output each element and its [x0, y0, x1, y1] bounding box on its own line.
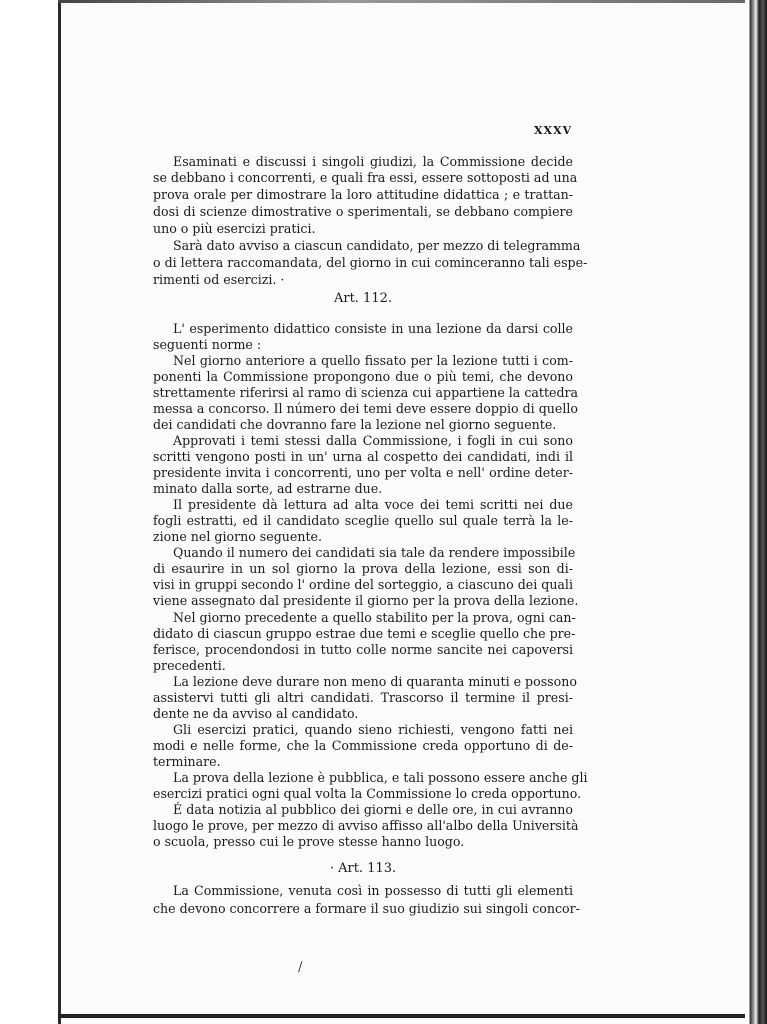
text-line: dente ne da avviso al candidato.	[153, 705, 359, 721]
text-line: o di lettera raccomandata, del giorno in cui cominceranno tali espe-	[153, 254, 588, 270]
text-line: Sarà dato avviso a ciascun candidato, per mezzo di telegramma	[173, 238, 581, 254]
text-line: zione nel giorno seguente.	[153, 529, 322, 545]
text-line: Il presidente dà lettura ad alta voce dei temi scritti nei due	[173, 497, 573, 513]
article-heading: Art. 112.	[333, 291, 393, 306]
text-line: di esaurire in un sol giorno la prova della lezione, essi son di-	[153, 561, 573, 577]
text-line: prova orale per dimostrare la loro attitudine didattica ; e trattan-	[153, 187, 573, 203]
text-line: La Commissione, venuta così in possesso di tutti gli elementi	[173, 883, 573, 898]
page-edge-left	[58, 0, 61, 1024]
text-line: Esaminati e discussi i singoli giudizi, la Commissione decide	[173, 153, 573, 169]
text-line: presidente invita i concorrenti, uno per volta e nell' ordine deter-	[153, 465, 573, 481]
text-line: se debbano i concorrenti, e quali fra essi, essere sottoposti ad una	[153, 170, 578, 186]
text-line: terminare.	[153, 753, 221, 769]
text-line: minato dalla sorte, ad estrarne due.	[153, 481, 383, 497]
text-line: seguenti norme :	[153, 337, 262, 352]
page-edge-right	[745, 0, 767, 1024]
text-line: É data notizia al pubblico dei giorni e delle ore, in cui avranno	[173, 801, 573, 817]
text-line: scritti vengono posti in un' urna al cospetto dei candidati, indi il	[153, 449, 573, 465]
stray-mark: /	[298, 960, 303, 975]
text-line: viene assegnato dal presidente il giorno per la prova della lezione.	[153, 593, 579, 609]
text-line: dosi di scienze dimostrative o sperimentali, se debbano compiere	[153, 204, 573, 220]
text-line: esercizi pratici ogni qual volta la Commissione lo creda opportuno.	[153, 785, 582, 801]
text-line: messa a concorso. Il número dei temi deve essere doppio di quello	[153, 401, 578, 417]
text-line: precedenti.	[153, 657, 226, 673]
text-line: dei candidati che dovranno fare la lezione nel giorno seguente.	[153, 417, 557, 433]
text-line: rimenti od esercizi. ·	[153, 271, 285, 287]
article-heading: · Art. 113.	[329, 861, 397, 876]
text-line: fogli estratti, ed il candidato sceglie quello sul quale terrà la le-	[153, 513, 573, 529]
text-line: assistervi tutti gli altri candidati. Trascorso il termine il presi-	[153, 689, 573, 705]
text-line: Quando il numero dei candidati sia tale da rendere impossibile	[173, 545, 576, 561]
text-line: visi in gruppi secondo l' ordine del sorteggio, a ciascuno dei quali	[153, 577, 573, 593]
text-line: L' esperimento didattico consiste in una lezione da darsi colle	[173, 320, 573, 336]
page-edge-bottom	[58, 1014, 767, 1018]
scan-margin	[0, 0, 58, 1024]
text-line: La lezione deve durare non meno di quaranta minuti e possono	[173, 673, 577, 689]
text-line: uno o più esercizi pratici.	[153, 221, 316, 237]
page-number: XXXV	[534, 124, 573, 137]
text-line: ponenti la Commissione propongono due o più temi, che devono	[153, 369, 573, 385]
text-line: strettamente riferirsi al ramo di scienza cui appartiene la cattedra	[153, 385, 579, 401]
text-line: o scuola, presso cui le prove stesse hanno luogo.	[153, 833, 465, 849]
text-line: La prova della lezione è pubblica, e tali possono essere anche gli	[173, 769, 588, 785]
text-line: Nel giorno anteriore a quello fissato per la lezione tutti i com-	[173, 353, 573, 369]
text-line: modi e nelle forme, che la Commissione creda opportuno di de-	[153, 737, 573, 753]
text-line: Nel giorno precedente a quello stabilito per la prova, ogni can-	[173, 609, 576, 625]
text-line: ferisce, procendondosi in tutto colle norme sancite nei capoversi	[153, 641, 573, 657]
text-line: che devono concorrere a formare il suo giudizio sui singoli concor-	[153, 901, 580, 916]
text-line: Approvati i temi stessi dalla Commissione, i fogli in cui sono	[173, 433, 573, 449]
text-line: Gli esercizi pratici, quando sieno richiesti, vengono fatti nei	[173, 721, 573, 737]
text-line: luogo le prove, per mezzo di avviso affisso all'albo della Università	[153, 817, 579, 833]
page-edge-top	[58, 0, 767, 3]
text-line: didato di ciascun gruppo estrae due temi e sceglie quello che pre-	[153, 625, 576, 641]
